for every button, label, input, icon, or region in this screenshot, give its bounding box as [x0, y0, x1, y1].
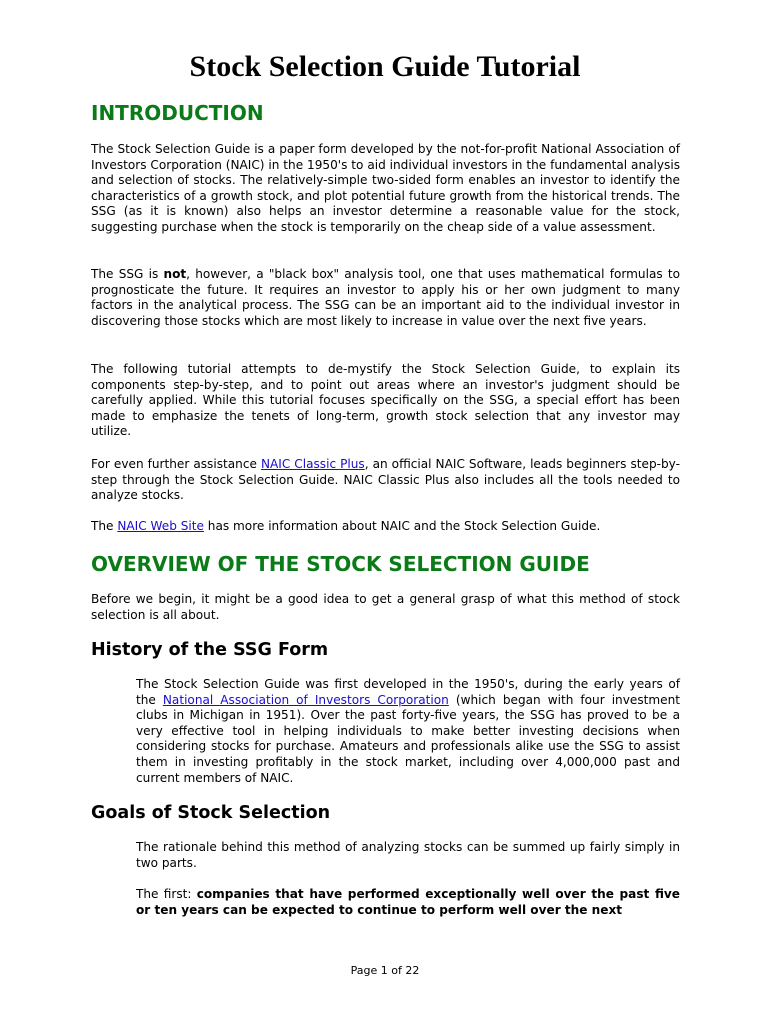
goals-p2-text-a: The first:: [136, 887, 197, 901]
intro-paragraph-3: The following tutorial attempts to de-mystify the Stock Selection Guide, to explain its components step-by-step, and to point out areas where an investor's judgment should be carefully applied. While this tutorial focuses specifically on the SSG, a special effort has been made to emphasize the tenets of long-term, growth stock selection that any investor may utilize.: [91, 362, 680, 439]
heading-history: History of the SSG Form: [91, 640, 329, 660]
history-paragraph: [136, 677, 680, 786]
naic-corporation-link[interactable]: National Association of Investors Corporation: [162, 692, 449, 707]
intro-p4-text-a: For even further assistance: [91, 457, 261, 471]
intro-p5-text-a: The: [91, 519, 118, 533]
intro-p5-text-b: has more information about NAIC and the Stock Selection Guide.: [203, 519, 601, 533]
naic-web-site-link[interactable]: NAIC Web Site: [117, 519, 204, 533]
goals-p2-bold: companies that have performed exceptionally well over the past five or ten years can be expected to continue to perform well over the next: [136, 887, 680, 917]
intro-paragraph-2: [91, 267, 680, 329]
intro-p2-bold: not: [163, 267, 187, 281]
intro-p4-text-b: , an official NAIC Software, leads beginners step-by-step through the Stock Selection Guide. NAIC Classic Plus also includes all the tools needed to analyze stocks.: [91, 457, 680, 503]
goals-paragraph-2: [136, 887, 680, 918]
intro-paragraph-5: [91, 519, 680, 535]
heading-goals: Goals of Stock Selection: [91, 803, 331, 823]
naic-classic-plus-link[interactable]: NAIC Classic Plus: [260, 457, 365, 471]
overview-paragraph: Before we begin, it might be a good idea to get a general grasp of what this method of stock selection is all about.: [91, 592, 680, 622]
intro-p2-text-a: The SSG is: [91, 267, 164, 281]
history-text-b: (which began with four investment clubs in Michigan in 1951). Over the past forty-five years, the SSG has proved to be a very effective tool in helping individuals to make better investing decisions when considering stocks for purchase. Amateurs and professionals alike use the SSG to assist them in investing profitably in the stock market, including over 4,000,000 past and current members of NAIC.: [136, 692, 680, 785]
page-number: Page 1 of 22: [350, 964, 420, 977]
intro-paragraph-1: The Stock Selection Guide is a paper form developed by the not-for-profit National Association of Investors Corporation (NAIC) in the 1950's to aid individual investors in the fundamental analysis and selection of stocks. The relatively-simple two-sided form enables an investor to identify the characteristics of a growth stock, and plot potential future growth from the historical trends. The SSG (as it is known) also helps an investor determine a reasonable value for the stock, suggesting purchase when the stock is temporarily on the cheap side of a value assessment.: [91, 142, 680, 234]
heading-introduction: INTRODUCTION: [91, 101, 264, 125]
intro-paragraph-4: [91, 457, 680, 504]
goals-paragraph-1: The rationale behind this method of analyzing stocks can be summed up fairly simply in two parts.: [136, 840, 680, 870]
heading-overview: OVERVIEW OF THE STOCK SELECTION GUIDE: [91, 552, 590, 576]
document-title: Stock Selection Guide Tutorial: [189, 50, 581, 83]
history-text-a: The Stock Selection Guide was first developed in the 1950's, during the early years of the: [136, 677, 680, 707]
intro-p2-text-b: , however, a "black box" analysis tool, one that uses mathematical formulas to prognosticate the future. It requires an investor to apply his or her own judgment to many factors in the analytical process. The SSG can be an important aid to the individual investor in discovering those stocks which are most likely to increase in value over the next five years.: [91, 267, 680, 328]
